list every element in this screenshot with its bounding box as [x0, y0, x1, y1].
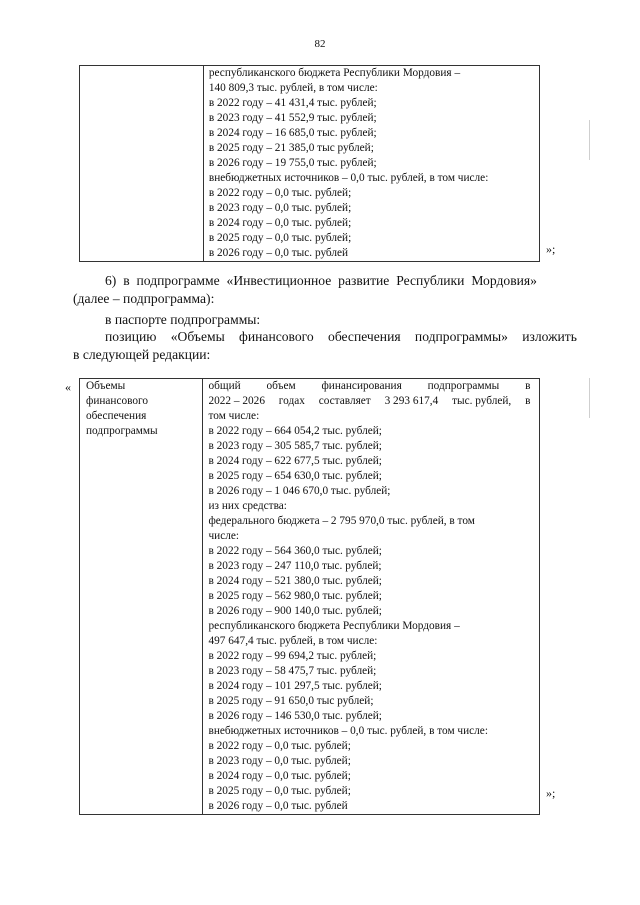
funding-line: в 2025 году – 562 980,0 тыс. рублей;: [208, 590, 382, 602]
funding-line: в 2024 году – 622 677,5 тыс. рублей;: [208, 455, 382, 467]
funding-line: в 2026 году – 0,0 тыс. рублей: [208, 247, 349, 259]
table-cell-empty: [80, 66, 204, 262]
funding-line: в 2025 году – 654 630,0 тыс. рублей;: [208, 470, 382, 482]
funding-line: в 2026 году – 146 530,0 тыс. рублей;: [208, 710, 382, 722]
paragraph-position-line-2: в следующей редакции:: [73, 347, 211, 362]
funding-line: в 2022 году – 0,0 тыс. рублей;: [208, 187, 352, 199]
funding-line: в 2025 году – 91 650,0 тыс рублей;: [208, 695, 374, 707]
funding-line: в 2025 году – 0,0 тыс. рублей;: [208, 232, 352, 244]
closing-quote: »;: [546, 242, 556, 256]
funding-line: в 2025 году – 21 385,0 тыс рублей;: [208, 142, 374, 154]
funding-line: 497 647,4 тыс. рублей, в том числе:: [208, 635, 378, 647]
funding-lines: [208, 409, 535, 814]
funding-line: в 2023 году – 41 552,9 тыс. рублей;: [208, 112, 377, 124]
closing-quote: »;: [546, 786, 556, 800]
page-number: 82: [314, 38, 326, 50]
funding-line: в 2024 году – 0,0 тыс. рублей;: [208, 770, 351, 782]
funding-table-new: [79, 378, 540, 815]
word: финансового: [239, 329, 314, 344]
paragraph-6-line-2: (далее – подпрограмма):: [73, 291, 215, 306]
funding-line: в 2022 году – 99 694,2 тыс. рублей;: [208, 650, 377, 662]
funding-line-justified: [208, 379, 530, 394]
funding-line: 140 809,3 тыс. рублей, в том числе:: [208, 82, 378, 94]
word: годах: [278, 395, 305, 407]
funding-table-continued: [79, 65, 540, 262]
funding-line: в 2026 году – 0,0 тыс. рублей: [208, 800, 348, 812]
word: общий: [208, 380, 241, 392]
funding-line: из них средства:: [208, 500, 287, 512]
table-cell-label: [80, 379, 203, 815]
funding-line: республиканского бюджета Республики Мордовия –: [208, 67, 461, 79]
word: в: [525, 395, 531, 407]
funding-line: в 2024 году – 101 297,5 тыс. рублей;: [208, 680, 382, 692]
funding-line: том числе:: [208, 410, 260, 422]
funding-line: в 2023 году – 305 585,7 тыс. рублей;: [208, 440, 382, 452]
funding-line: в 2023 году – 0,0 тыс. рублей;: [208, 202, 352, 214]
label-line: Объемы: [86, 380, 126, 392]
label-line: финансового: [86, 395, 149, 407]
word: Республики: [396, 273, 465, 288]
funding-line: в 2023 году – 0,0 тыс. рублей;: [208, 755, 351, 767]
funding-line: в 2022 году – 564 360,0 тыс. рублей;: [208, 545, 382, 557]
word: подпрограмме: [136, 273, 220, 288]
scan-artifact: [589, 378, 590, 418]
funding-line: в 2022 году – 664 054,2 тыс. рублей;: [208, 425, 382, 437]
word: «Инвестиционное: [226, 273, 332, 288]
funding-line: в 2026 году – 900 140,0 тыс. рублей;: [208, 605, 382, 617]
funding-line: в 2026 году – 1 046 670,0 тыс. рублей;: [208, 485, 391, 497]
label-line: подпрограммы: [86, 425, 158, 437]
word: подпрограммы»: [414, 329, 508, 344]
funding-line: в 2023 году – 247 110,0 тыс. рублей;: [208, 560, 382, 572]
word: позицию: [105, 329, 157, 344]
word: тыс. рублей,: [452, 395, 512, 407]
word: в: [525, 380, 531, 392]
funding-line: числе:: [208, 530, 240, 542]
label-lines: [86, 379, 198, 439]
funding-line: республиканского бюджета Республики Мордовия –: [208, 620, 460, 632]
word: подпрограммы: [427, 380, 500, 392]
scan-artifact: [589, 120, 590, 160]
funding-line-justified: [208, 394, 530, 409]
word: 3 293 617,4: [384, 395, 439, 407]
funding-line: в 2026 году – 19 755,0 тыс. рублей;: [208, 157, 377, 169]
funding-lines: [209, 66, 535, 261]
word: Мордовия»: [471, 273, 537, 288]
funding-line: в 2024 году – 0,0 тыс. рублей;: [208, 217, 352, 229]
word: финансирования: [321, 380, 402, 392]
funding-line: в 2025 году – 0,0 тыс. рублей;: [208, 785, 351, 797]
funding-line: федерального бюджета – 2 795 970,0 тыс. рублей, в том: [208, 515, 475, 527]
word: в: [123, 273, 130, 288]
funding-line: в 2024 году – 521 380,0 тыс. рублей;: [208, 575, 382, 587]
funding-line: в 2022 году – 0,0 тыс. рублей;: [208, 740, 351, 752]
funding-line: в 2022 году – 41 431,4 тыс. рублей;: [208, 97, 377, 109]
funding-line: внебюджетных источников – 0,0 тыс. рублей, в том числе:: [208, 172, 489, 184]
word: «Объемы: [170, 329, 225, 344]
table-cell-funding-text: [203, 379, 540, 815]
word: обеспечения: [328, 329, 401, 344]
word: составляет: [318, 395, 371, 407]
label-line: обеспечения: [86, 410, 147, 422]
funding-line: в 2024 году – 16 685,0 тыс. рублей;: [208, 127, 377, 139]
paragraph-passport: в паспорте подпрограммы:: [105, 312, 261, 327]
funding-line: в 2023 году – 58 475,7 тыс. рублей;: [208, 665, 377, 677]
word: 6): [105, 273, 117, 288]
word: изложить: [522, 329, 577, 344]
paragraph-6-line-1: [105, 272, 537, 290]
table-cell-funding-text: [203, 66, 539, 262]
paragraph-position-line-1: [105, 328, 577, 346]
word: объем: [266, 380, 296, 392]
opening-quote: «: [65, 380, 71, 394]
funding-line: внебюджетных источников – 0,0 тыс. рублей, в том числе:: [208, 725, 488, 737]
word: развитие: [338, 273, 390, 288]
word: 2022 – 2026: [208, 395, 265, 407]
